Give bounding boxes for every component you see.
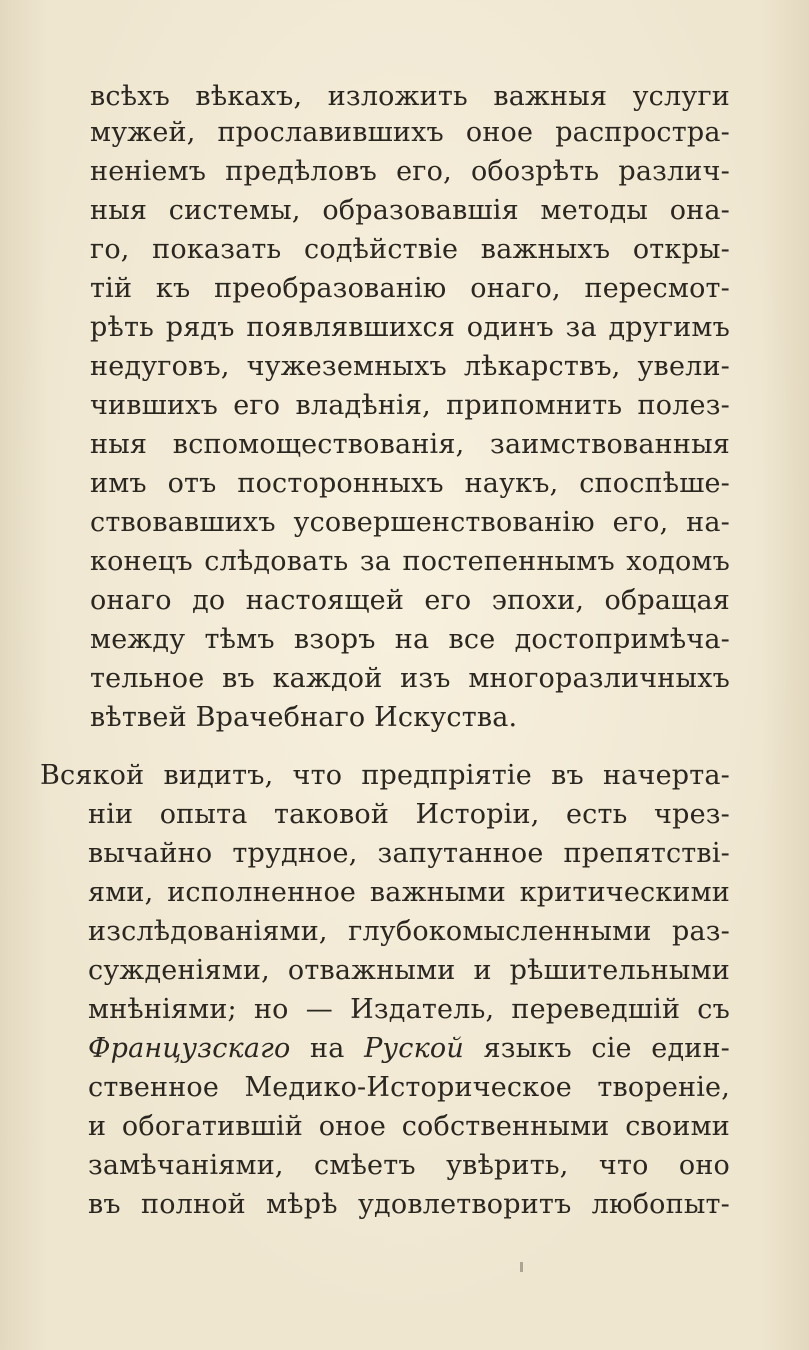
text-line: Всякой видитъ, что предпріятіе въ начерта- [40, 760, 730, 791]
text-line: чившихъ его владѣнія, припомнить полез- [90, 390, 730, 421]
text-line: ніи опыта таковой Исторіи, есть чрез- [88, 799, 730, 830]
text-line: тій къ преобразованію онаго, пересмот- [90, 273, 730, 304]
text-line: тельное въ каждой изъ многоразличныхъ [90, 663, 730, 694]
text-line-mixed [88, 1032, 730, 1066]
text-span: на [290, 1033, 365, 1064]
text-line: ныя вспомоществованія, заимствованныя [90, 429, 730, 460]
italic-word: Французскаго [88, 1033, 291, 1064]
text-line: и обогатившій оное собственными своими [88, 1111, 730, 1142]
text-span: языкъ сіе един- [463, 1033, 731, 1064]
text-line: сужденіями, отважными и рѣшительными [88, 955, 730, 986]
text-line: неніемъ предѣловъ его, обозрѣть различ- [90, 156, 730, 187]
text-line: ями, исполненное важными критическими [88, 877, 730, 908]
text-line: имъ отъ посторонныхъ наукъ, споспѣше- [90, 468, 730, 499]
text-line: вычайно трудное, запутанное препятстві- [88, 838, 730, 869]
text-line: конецъ слѣдовать за постепеннымъ ходомъ [90, 546, 730, 577]
text-line: замѣчаніями, смѣетъ увѣрить, что оно [88, 1150, 730, 1181]
text-line: рѣть рядъ появлявшихся одинъ за другимъ [90, 312, 730, 343]
ink-mark [520, 1262, 523, 1272]
text-line: недуговъ, чужеземныхъ лѣкарствъ, увели- [90, 351, 730, 382]
text-line: всѣхъ вѣкахъ, изложить важныя услуги [90, 81, 730, 112]
text-line: ственное Медико-Историческое твореніе, [88, 1072, 730, 1103]
text-line: го, показать содѣйствіе важныхъ откры- [90, 234, 730, 265]
text-line: между тѣмъ взоръ на все достопримѣча- [90, 624, 730, 655]
text-line: изслѣдованіями, глубокомысленными раз- [88, 916, 730, 947]
text-line: мужей, прославившихъ оное распростра- [90, 117, 730, 148]
italic-word: Руской [364, 1033, 464, 1064]
text-line: мнѣніями; но — Издатель, переведшій съ [88, 994, 730, 1025]
text-line: онаго до настоящей его эпохи, обращая [90, 585, 730, 616]
text-line: въ полной мѣрѣ удовлетворитъ любопыт- [88, 1189, 730, 1220]
text-line: ныя системы, образовавшія методы она- [90, 195, 730, 226]
text-line: вѣтвей Врачебнаго Искуства. [90, 702, 518, 733]
text-line: ствовавшихъ усовершенствованію его, на- [90, 507, 730, 538]
